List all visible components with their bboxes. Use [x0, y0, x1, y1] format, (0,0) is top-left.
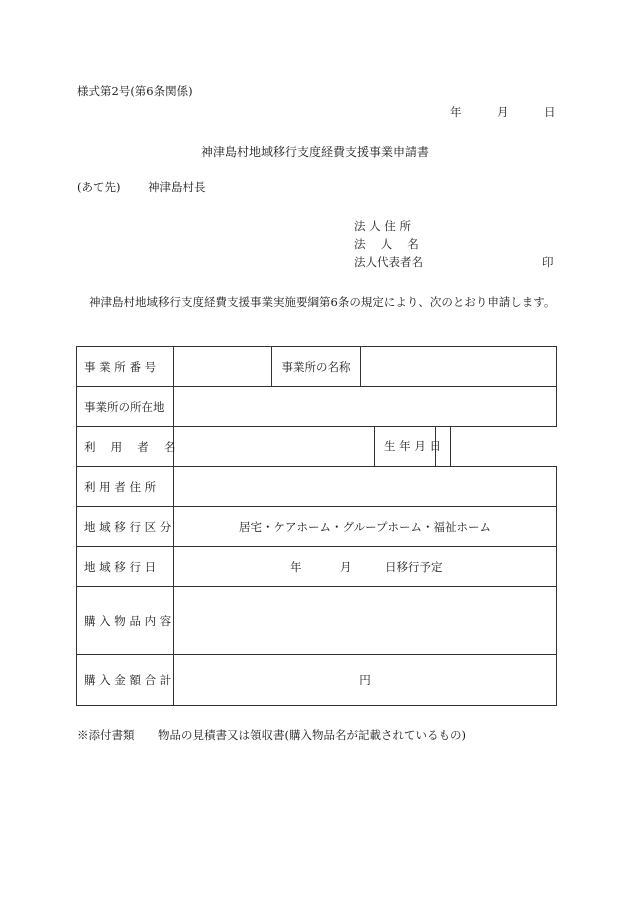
office-number-field[interactable] [174, 347, 272, 387]
purchase-items-label: 購 入 物 品 内 容 [77, 587, 174, 655]
representative-name-label: 法人代表者名 [354, 255, 423, 269]
transition-date-planned: 日移行予定 [385, 559, 443, 574]
birth-date-label-text: 生 年 月 日 [384, 439, 441, 453]
attachment-label: ※添付書類 [77, 728, 135, 742]
application-date [447, 104, 558, 120]
transition-date-field[interactable] [174, 547, 557, 587]
addressee-label: (あて先) [77, 180, 121, 194]
office-location-field[interactable] [174, 387, 557, 427]
form-number: 様式第2号(第6条関係) [77, 84, 193, 98]
table-row [77, 347, 557, 387]
table-row [77, 587, 557, 655]
purchase-total-field[interactable] [174, 655, 557, 706]
transition-category-label: 地 域 移 行 区 分 [77, 507, 174, 547]
document-title: 神津島村地域移行支度経費支援事業申請書 [200, 145, 429, 159]
table-row [77, 655, 557, 706]
application-form-table [76, 346, 557, 706]
date-day: 日 [544, 105, 556, 119]
attachment-description: 物品の見積書又は領収書(購入物品名が記載されているもの) [158, 728, 466, 742]
corporate-name-label: 法 人 名 [354, 237, 419, 251]
date-year: 年 [450, 105, 462, 119]
user-name-label: 利 用 者 名 [77, 427, 174, 467]
user-address-field[interactable] [174, 467, 557, 507]
office-location-label: 事業所の所在地 [77, 387, 174, 427]
addressee-name: 神津島村長 [148, 180, 206, 194]
birth-date-field[interactable] [450, 427, 555, 466]
transition-date-month: 月 [340, 559, 352, 574]
seal-mark: 印 [542, 255, 554, 269]
transition-date-label: 地 域 移 行 日 [77, 547, 174, 587]
yen-unit: 円 [359, 673, 371, 687]
purchase-items-field[interactable] [174, 587, 557, 655]
user-address-label: 利 用 者 住 所 [77, 467, 174, 507]
purchase-total-label: 購 入 金 額 合 計 [77, 655, 174, 706]
office-number-label: 事 業 所 番 号 [77, 347, 174, 387]
date-month: 月 [497, 105, 509, 119]
transition-category-options[interactable]: 居宅・ケアホーム・グループホーム・福祉ホーム [174, 507, 557, 547]
corporate-address-label: 法 人 住 所 [354, 219, 411, 233]
table-row [77, 467, 557, 507]
table-row [77, 547, 557, 587]
office-name-field[interactable] [361, 347, 557, 387]
birth-date-label [374, 426, 451, 466]
table-row [77, 507, 557, 547]
office-name-label: 事業所の名称 [272, 347, 361, 387]
table-row [77, 387, 557, 427]
application-statement: 神津島村地域移行支度経費支援事業実施要綱第6条の規定により、次のとおり申請します。 [89, 295, 556, 309]
transition-date-year: 年 [290, 559, 302, 574]
